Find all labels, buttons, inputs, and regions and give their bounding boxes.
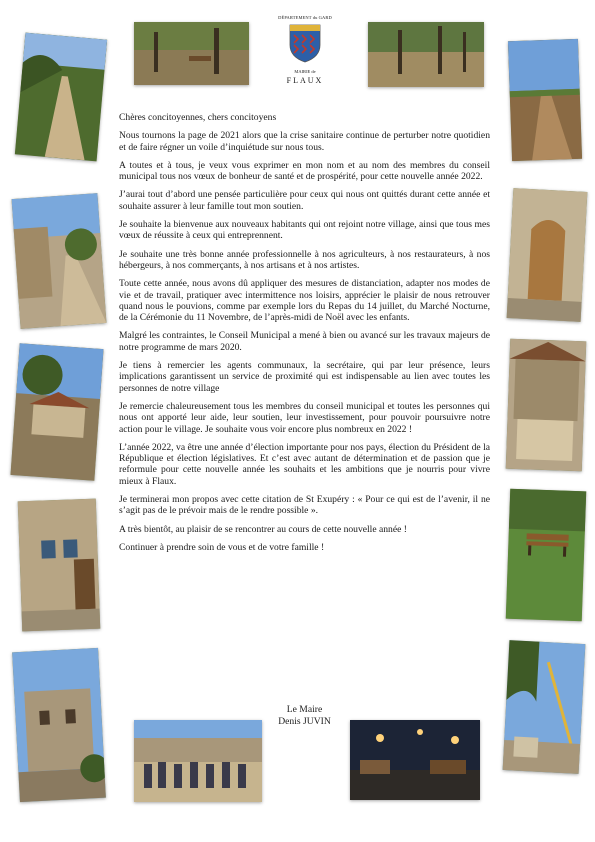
paragraph: J’aurai tout d’abord une pensée particulière pour ceux qui nous ont quittés durant cette année et souhaite assurer à leur famille tout mon soutien. xyxy=(119,189,490,212)
paragraph: A très bientôt, au plaisir de se rencontrer au cours de cette nouvelle année ! xyxy=(119,523,407,535)
photo-picnic-tables xyxy=(134,22,249,85)
crane-photo-icon xyxy=(503,640,586,774)
paragraph: Je souhaite une très bonne année professionnelle à nos agriculteurs, à nos restaurateurs, à nos hébergeurs, à nos commerçants, à nos artisans et à nos artistes. xyxy=(119,248,490,271)
photo-arched-door xyxy=(507,188,588,322)
paragraph: Malgré les contraintes, le Conseil Municipal a mené à bien ou avancé sur les travaux majeurs de notre programme de mars 2020. xyxy=(119,330,490,353)
photo-notice-board xyxy=(18,499,100,632)
path-photo-icon xyxy=(15,33,107,162)
forest-photo-icon xyxy=(368,22,484,87)
photo-group xyxy=(134,720,262,802)
lavoir-photo-icon xyxy=(506,339,586,472)
door-photo-icon xyxy=(507,188,588,322)
signature-role: Le Maire xyxy=(286,704,323,715)
coat-of-arms-icon xyxy=(288,23,322,63)
night-photo-icon xyxy=(350,720,480,800)
town-name: FLAUX xyxy=(286,76,324,85)
mairie-label: MAIRIE de xyxy=(294,69,316,74)
photo-dirt-track xyxy=(508,39,582,161)
photo-trees-clearing xyxy=(368,22,484,87)
lavoir-photo-icon xyxy=(10,343,103,481)
track-photo-icon xyxy=(508,39,582,161)
paragraph: A toutes et à tous, je veux vous exprimer en mon nom et au nom des membres du conseil municipal tous nos vœux de bonheur de santé et de prospérité, pour cette nouvelle année 2022. xyxy=(119,159,490,183)
letter-body xyxy=(119,112,490,560)
municipal-crest xyxy=(270,15,340,85)
paragraph: Je terminerai mon propos avec cette citation de St Exupéry : « Pour ce qui est de l’avenir, il ne s’agit pas de le prévoir mais de le rendre possible ». xyxy=(119,494,490,517)
paragraph: Je tiens à remercier les agents communaux, la secrétaire, qui par leur présence, leurs implications garantissent un service de proximité qui est indispensable au lien avec toutes les personnes de notre village xyxy=(119,360,490,394)
forest-photo-icon xyxy=(134,22,249,85)
photo-bench xyxy=(506,489,586,622)
village-photo-icon xyxy=(12,193,107,329)
photo-night-market xyxy=(350,720,480,800)
photo-washhouse xyxy=(506,339,586,472)
photo-village-street xyxy=(12,193,107,329)
photo-crane xyxy=(503,640,586,774)
building-photo-icon xyxy=(18,499,100,632)
photo-stone-house xyxy=(12,648,106,802)
paragraph: Nous tournons la page de 2021 alors que la crise sanitaire continue de perturber notre quotidien et de faire régner un voile d’inquiétude sur nous tous. xyxy=(119,130,490,153)
signature-name: Denis JUVIN xyxy=(278,715,331,727)
paragraph: Toute cette année, nous avons dû appliquer des mesures de distanciation, adapter nos modes de vie et de travail, pratiquer avec intermittence nos loisirs, apprécier le plaisir de nous retrouver quand nous le pouvions, comme par exemple lors du Repas du 14 juillet, du Marché Nocturne, de la Cérémonie du 11 Novembre, de l’après-midi de Noël avec les enfants. xyxy=(119,278,490,324)
letter-greeting: Chères concitoyennes, chers concitoyens xyxy=(119,112,277,123)
department-label: DÉPARTEMENT du GARD xyxy=(278,15,332,20)
photo-lavoir xyxy=(10,343,103,481)
paragraph: Je souhaite la bienvenue aux nouveaux habitants qui ont rejoint notre village, ainsi que tous mes vœux de réussite à ceux qui entreprennent. xyxy=(119,219,490,242)
paragraph: Je remercie chaleureusement tous les membres du conseil municipal et toutes les personnes qui nous ont apporté leur aide, leur soutien, leur investissement, pour pouvoir poursuivre notre action pour le village. Je souhaite vous voir encore plus nombreux en 2022 ! xyxy=(119,400,490,435)
bench-photo-icon xyxy=(506,489,586,622)
building-photo-icon xyxy=(12,648,106,802)
photo-forest-path xyxy=(15,33,107,162)
signature-block xyxy=(119,704,490,727)
paragraph: L’année 2022, va être une année d’élection importante pour nos pays, élection du Président de la République et élection législatives. Et c’est avec autant de détermination et de passion que je reformule pour cette nouvelle année les souhaits et les ambitions que je nourris pour vivre mieux à Flaux. xyxy=(119,441,490,487)
paragraph: Continuer à prendre soin de vous et de votre famille ! xyxy=(119,541,325,553)
people-photo-icon xyxy=(134,720,262,802)
